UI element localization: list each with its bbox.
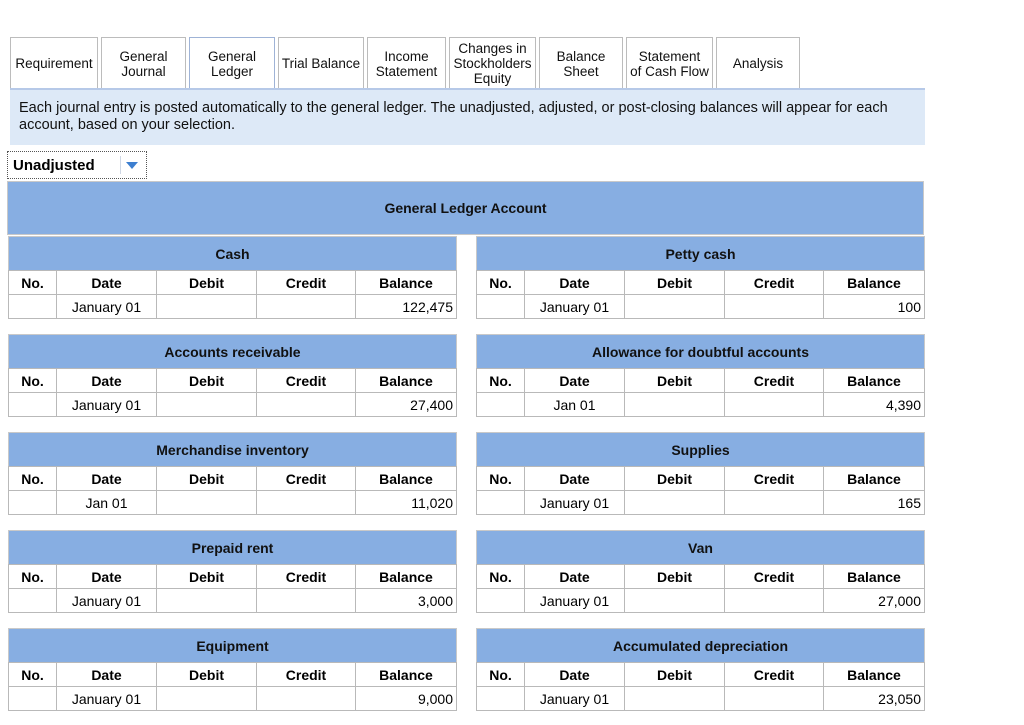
header-date: Date — [524, 564, 625, 589]
date-cell: January 01 — [56, 588, 157, 613]
balance-cell: 122,475 — [355, 294, 457, 319]
header-date: Date — [56, 270, 157, 295]
account-table — [8, 334, 457, 417]
date-cell: Jan 01 — [524, 392, 625, 417]
credit-cell — [256, 588, 356, 613]
header-no: No. — [476, 270, 525, 295]
table-row — [8, 491, 457, 515]
header-debit: Debit — [156, 662, 257, 687]
debit-cell — [624, 490, 725, 515]
balance-cell: 3,000 — [355, 588, 457, 613]
no-cell — [476, 392, 525, 417]
tab-label: Requirement — [15, 56, 93, 71]
header-date: Date — [56, 564, 157, 589]
header-date: Date — [524, 662, 625, 687]
no-cell — [8, 686, 57, 711]
header-no: No. — [476, 662, 525, 687]
column-header-row — [8, 663, 457, 687]
tab-requirement[interactable] — [10, 37, 98, 89]
header-no: No. — [476, 564, 525, 589]
header-no: No. — [8, 662, 57, 687]
date-cell: January 01 — [524, 686, 625, 711]
table-row — [476, 589, 925, 613]
table-row — [8, 589, 457, 613]
header-balance: Balance — [823, 662, 925, 687]
date-cell: January 01 — [524, 490, 625, 515]
header-balance: Balance — [355, 564, 457, 589]
instruction-text: Each journal entry is posted automatically to the general ledger. The unadjusted, adjusted, or post-closing balances will appear for each account, based on your selection. — [10, 90, 925, 145]
credit-cell — [724, 294, 824, 319]
header-no: No. — [476, 368, 525, 393]
account-table — [8, 236, 457, 319]
tab-changes-in-stockholders-equity[interactable] — [449, 37, 536, 89]
header-no: No. — [8, 564, 57, 589]
balance-cell: 4,390 — [823, 392, 925, 417]
header-balance: Balance — [823, 368, 925, 393]
date-cell: Jan 01 — [56, 490, 157, 515]
tab-statement-of-cash-flow[interactable] — [626, 37, 713, 89]
header-credit: Credit — [724, 564, 824, 589]
account-name: Accounts receivable — [8, 334, 457, 369]
header-credit: Credit — [724, 662, 824, 687]
header-balance: Balance — [355, 662, 457, 687]
column-header-row — [476, 369, 925, 393]
header-date: Date — [56, 466, 157, 491]
tab-balance-sheet[interactable] — [539, 37, 623, 89]
header-debit: Debit — [624, 270, 725, 295]
tab-general-ledger[interactable] — [189, 37, 275, 90]
date-cell: January 01 — [56, 392, 157, 417]
tab-label: Balance Sheet — [556, 48, 606, 79]
column-header-row — [8, 271, 457, 295]
account-table — [476, 334, 925, 417]
account-name: Merchandise inventory — [8, 432, 457, 467]
header-date: Date — [56, 368, 157, 393]
account-table — [476, 432, 925, 515]
date-cell: January 01 — [56, 294, 157, 319]
header-no: No. — [8, 466, 57, 491]
column-header-row — [476, 565, 925, 589]
credit-cell — [256, 686, 356, 711]
column-header-row — [8, 369, 457, 393]
credit-cell — [724, 686, 824, 711]
account-name: Supplies — [476, 432, 925, 467]
date-cell: January 01 — [56, 686, 157, 711]
date-cell: January 01 — [524, 294, 625, 319]
balance-cell: 23,050 — [823, 686, 925, 711]
debit-cell — [156, 392, 257, 417]
table-row — [8, 687, 457, 711]
debit-cell — [624, 686, 725, 711]
no-cell — [476, 294, 525, 319]
debit-cell — [156, 588, 257, 613]
no-cell — [8, 294, 57, 319]
balance-cell: 165 — [823, 490, 925, 515]
account-name: Equipment — [8, 628, 457, 663]
header-balance: Balance — [355, 368, 457, 393]
header-credit: Credit — [724, 466, 824, 491]
header-debit: Debit — [156, 466, 257, 491]
header-debit: Debit — [156, 270, 257, 295]
tab-label: Changes in Stockholders Equity — [453, 41, 532, 86]
credit-cell — [724, 490, 824, 515]
balance-cell: 100 — [823, 294, 925, 319]
header-credit: Credit — [724, 270, 824, 295]
table-row — [476, 295, 925, 319]
header-balance: Balance — [355, 466, 457, 491]
header-credit: Credit — [256, 270, 356, 295]
header-no: No. — [8, 368, 57, 393]
header-balance: Balance — [355, 270, 457, 295]
header-debit: Debit — [624, 662, 725, 687]
credit-cell — [256, 490, 356, 515]
tab-general-journal[interactable] — [101, 37, 186, 89]
debit-cell — [624, 392, 725, 417]
header-no: No. — [476, 466, 525, 491]
account-table — [476, 628, 925, 711]
header-no: No. — [8, 270, 57, 295]
tab-label: General Ledger — [207, 49, 257, 79]
header-debit: Debit — [156, 564, 257, 589]
balance-cell: 11,020 — [355, 490, 457, 515]
credit-cell — [256, 294, 356, 319]
tab-bar — [10, 37, 803, 89]
no-cell — [476, 588, 525, 613]
table-row — [476, 687, 925, 711]
header-credit: Credit — [256, 368, 356, 393]
header-credit: Credit — [256, 662, 356, 687]
debit-cell — [156, 686, 257, 711]
no-cell — [8, 490, 57, 515]
header-balance: Balance — [823, 466, 925, 491]
dropdown-selected-value: Unadjusted — [13, 156, 95, 174]
account-name: Prepaid rent — [8, 530, 457, 565]
header-date: Date — [524, 368, 625, 393]
header-debit: Debit — [624, 564, 725, 589]
no-cell — [476, 686, 525, 711]
tab-label: General Journal — [119, 48, 168, 79]
tab-income-statement[interactable] — [367, 37, 446, 89]
tab-trial-balance[interactable] — [278, 37, 364, 89]
account-table — [8, 628, 457, 711]
ledger-title: General Ledger Account — [7, 181, 924, 235]
table-row — [476, 491, 925, 515]
header-date: Date — [56, 662, 157, 687]
tab-analysis[interactable] — [716, 37, 800, 89]
tab-label: Statement of Cash Flow — [630, 48, 709, 79]
column-header-row — [8, 565, 457, 589]
chevron-down-icon[interactable] — [120, 156, 142, 174]
debit-cell — [624, 588, 725, 613]
header-date: Date — [524, 466, 625, 491]
column-header-row — [476, 271, 925, 295]
credit-cell — [724, 588, 824, 613]
no-cell — [476, 490, 525, 515]
header-credit: Credit — [724, 368, 824, 393]
account-table — [8, 432, 457, 515]
header-balance: Balance — [823, 270, 925, 295]
debit-cell — [624, 294, 725, 319]
header-date: Date — [524, 270, 625, 295]
account-name: Accumulated depreciation — [476, 628, 925, 663]
balance-view-dropdown[interactable] — [7, 151, 147, 179]
account-name: Petty cash — [476, 236, 925, 271]
account-name: Van — [476, 530, 925, 565]
tab-label: Analysis — [732, 56, 784, 71]
header-credit: Credit — [256, 564, 356, 589]
date-cell: January 01 — [524, 588, 625, 613]
column-header-row — [476, 467, 925, 491]
column-header-row — [476, 663, 925, 687]
account-name: Cash — [8, 236, 457, 271]
account-name: Allowance for doubtful accounts — [476, 334, 925, 369]
account-table — [476, 236, 925, 319]
table-row — [8, 295, 457, 319]
account-table — [476, 530, 925, 613]
table-row — [476, 393, 925, 417]
debit-cell — [156, 490, 257, 515]
header-debit: Debit — [156, 368, 257, 393]
header-balance: Balance — [823, 564, 925, 589]
balance-cell: 27,400 — [355, 392, 457, 417]
table-row — [8, 393, 457, 417]
debit-cell — [156, 294, 257, 319]
header-debit: Debit — [624, 368, 725, 393]
credit-cell — [256, 392, 356, 417]
header-credit: Credit — [256, 466, 356, 491]
tab-label: Income Statement — [375, 48, 438, 79]
balance-cell: 9,000 — [355, 686, 457, 711]
header-debit: Debit — [624, 466, 725, 491]
tab-label: Trial Balance — [281, 56, 361, 71]
no-cell — [8, 588, 57, 613]
account-table — [8, 530, 457, 613]
credit-cell — [724, 392, 824, 417]
no-cell — [8, 392, 57, 417]
column-header-row — [8, 467, 457, 491]
balance-cell: 27,000 — [823, 588, 925, 613]
